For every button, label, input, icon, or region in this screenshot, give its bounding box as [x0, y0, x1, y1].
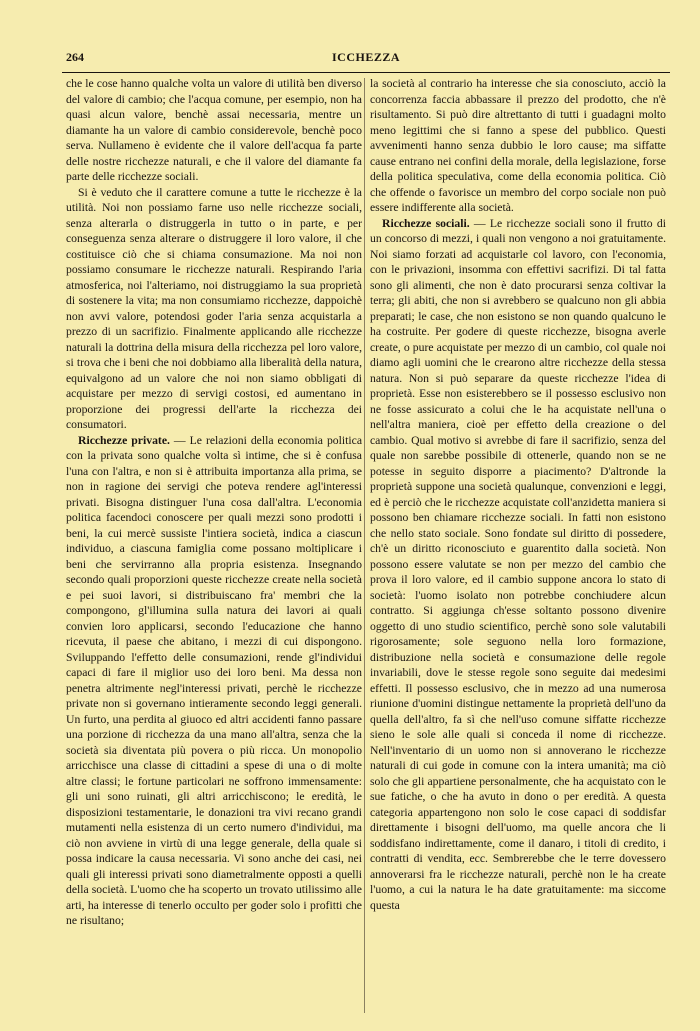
paragraph: Si è veduto che il carattere comune a tutte le ricchezze è la utilità. Noi non possiamo farne uso nelle ricchezze sociali, senza alterarla o distruggerla in tutto o in parte, e per conseguenza senza alterare o distruggere il loro valore, il che costituisce ciò che si chiama consumazione. Ma noi non possiamo consumare le ricchezze naturali. Respirando l'aria atmosferica, noi l'alteriamo, noi distruggiamo la sua proprietà di sostenere la vita; ma non consumiamo ricchezze, dappoichè non avvi valore, potendosi goder l'aria senza acquistarla a prezzo di un sacrifizio. Finalmente applicando alle ricchezze naturali la dottrina della misura della ricchezza pel loro valore, si trova che i beni che noi dobbiamo alla liberalità della natura, equivalgono ad un valore che noi non siamo obbligati di acquistare per mezzo di servigi costosi, ed aumentano in proporzione dei progressi dell'arte la ricchezza dei consumatori. [66, 185, 362, 431]
column-divider [364, 78, 365, 1013]
section-heading: Ricchezze private. [78, 433, 170, 447]
section-heading: Ricchezze sociali. [382, 216, 470, 230]
left-column [66, 76, 362, 1016]
paragraph-text: — Le ricchezze sociali sono il frutto di un concorso di mezzi, i quali non vengono a noi gratuitamente. Noi siamo forzati ad acquistarle col lavoro, con l'economia, con le privazioni, insomma con effettivi sacrifizi. Di tal fatta sono gli alimenti, che non è dato procurarsi senza coltivar la terra; gli abiti, che non si avrebbero se qualcuno non gli abbia preparati; le case, che non esistono se non quando qualcuno le ha costruite. Per godere di queste ricchezze, bisogna averle create, o pure acquistate per mezzo di un cambio, col quale noi diamo agli uomini che le crearono altre ricchezze della stessa natura. Non si può separare da queste ricchezze l'idea di proprietà. Esse non esisterebbero se il possesso esclusivo non ne fosse assicurato a colui che le ha acquistate nell'una o nell'altra maniera, cioè per effetto della creazione o del cambio. Qual motivo si avrebbe di fare il sacrifizio, senza del quale non sarebbe possibile di ottenerle, quando non se ne potesse in seguito disporre a piacimento? D'altronde la proprietà suppone una società qualunque, convenzioni e leggi, ed è perciò che le ricchezze acquistate coll'anzidetta maniera si possono ben chiamare ricchezze sociali. In fatti non esistono che nello stato sociale. Sono fondate sul diritto di possedere, ch'è un diritto riconosciuto e guarentito dalla società. Non possono essere valutate se non per mezzo del cambio che prova il loro valore, ed il cambio suppone ancora lo stato di società: l'uomo isolato non potrebbe conchiudere alcun contratto. Si aggiunga ch'esse soltanto possono divenire oggetto di uno studio scientifico, perchè sono sole valutabili rigorosamente; sole seguono nella loro formazione, distribuzione nella società e consumazione delle regole invariabili, dove le stesse regole sono seguite dai medesimi effetti. Il possesso esclusivo, che in mezzo ad una numerosa riunione d'uomini distingue nettamente la proprietà dell'uno da quella dell'altro, fa sì che nell'uso comune siffatte ricchezze sieno le sole alle quali si conceda il nome di ricchezze. Nell'inventario di un uomo non si annoverano le ricchezze naturali di cui gode in comune con la intera umanità; ma ciò solo che gli appartiene personalmente, che ha acquistato con le sue fatiche, o che ha avuto in dono o per eredità. A questa categoria appartengono non solo le cose capaci di soddisfar direttamente i bisogni dell'uomo, ma quelle ancora che li soddisfano indirettamente, come il danaro, i titoli di credito, i contratti di vendita, ecc. Sembrerebbe che le terre dovessero annoverarsi fra le ricchezze naturali, perchè non le ha create l'uomo, a cui la natura le ha date gratuitamente: ma siccome questa [370, 216, 666, 912]
running-title: ICCHEZZA [331, 50, 400, 64]
page-header [66, 50, 666, 70]
page-number: 264 [66, 50, 84, 64]
paragraph: che le cose hanno qualche volta un valore di utilità ben diverso del valore di cambio; che l'acqua comune, per esempio, non ha quasi alcun valore, benchè assai necessaria, mentre un diamante ha un valore di cambio considerevole, benchè poco serva. Nullameno è evidente che il valore dell'acqua fa parte delle nostre ricchezze naturali, e che il valore del diamante fa parte delle ricchezze sociali. [66, 77, 362, 183]
header-rule [62, 72, 670, 73]
right-column [370, 76, 666, 1016]
paragraph [370, 216, 666, 914]
paragraph-text: — Le relazioni della economia politica con la privata sono qualche volta sì intime, che si è confusa l'una con l'altra, e non si è attribuita importanza alla prima, se non in ragione dei servigi che poteva rendere agl'interessi privati. Bisogna distinguer l'una cosa dall'altra. L'economia politica facendoci conoscere per quali mezzi sono prodotti i beni, la cui mercè sussiste l'intiera società, indica a ciascun individuo, a ciascuna famiglia come possano moltiplicare i beni che servirranno alla propria esistenza. Insegnando secondo quali proporzioni queste ricchezze create nella società e pei suoi lavori, si distribuiscano fra' membri che la compongono, gl'illumina sulla natura dei lavori ai quali convien loro applicarsi, secondo l'educazione che hanno ricevuta, il paese che abitano, i mezzi di cui dispongono. Sviluppando l'effetto delle consumazioni, rende gl'individui capaci di fare il miglior uso dei loro beni. Ma dessa non penetra altrimente negl'interessi privati, perchè le ricchezze private non si governano intieramente secondo leggi generali. Un furto, una perdita al giuoco ed altri accidenti fanno passare una porzione di ricchezza da una mano all'altra, senza che la società sia diventata più povera o più ricca. Un monopolio arricchisce una classe di cittadini a spese di una o di molte altre classi; le fortune particolari ne soffrono immensamente: gli uni sono ruinati, gli altri arricchiscono; le eredità, le disposizioni testamentarie, le donazioni tra vivi recano grandi mutamenti nella esistenza di un certo numero d'individui, ma ciò non avviene in virtù di una legge generale, della quale si possa indicare la causa necessaria. Vi sono anche dei casi, nei quali gli interessi privati sono diametralmente opposti a quelli della società. L'uomo che ha scoperto un trovato utilissimo alle arti, ha interesse di tenerlo occulto per goder solo i profitti che ne risultano; [66, 433, 362, 927]
paragraph [66, 433, 362, 929]
paragraph: la società al contrario ha interesse che sia conosciuto, acciò la concorrenza faccia abbassare il prezzo del prodotto, che n'è risultamento. Si può dire altrettanto di tutti i guadagni molto meno legittimi che si fanno a spese del pubblico. Questi avvenimenti hanno senza dubbio le loro cause; ma siffatte cause entrano nei confini della morale, della legislazione, forse della politica speculativa, come della economia politica. Ciò che offende o favorisce un membro del corpo sociale non può essere indifferente alla società. [370, 77, 666, 214]
